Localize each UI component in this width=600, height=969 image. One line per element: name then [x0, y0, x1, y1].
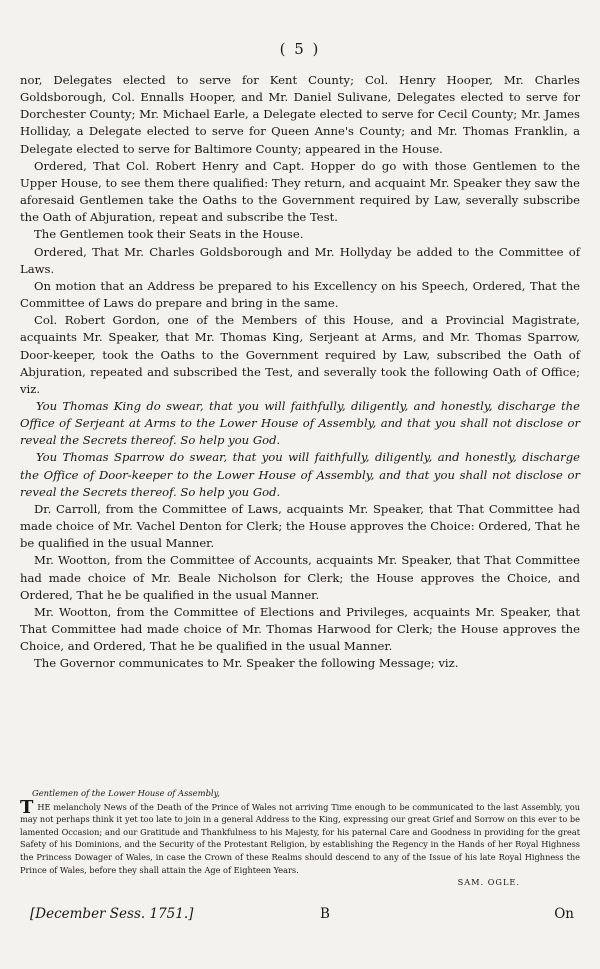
paragraph-address-motion: On motion that an Address be prepared to his Excellency on his Speech, Ordered, That the Committee of Laws do prepare and bring in the same.	[20, 278, 580, 311]
signature-mark: B	[320, 906, 330, 922]
governor-message	[20, 787, 580, 889]
paragraph-seats: The Gentlemen took their Seats in the House.	[34, 227, 304, 242]
page-footer	[20, 906, 580, 928]
paragraph-governor-message: The Governor communicates to Mr. Speaker the following Message; viz.	[34, 656, 459, 671]
page-number: ( 5 )	[279, 40, 321, 58]
paragraph-clerk-laws: Dr. Carroll, from the Committee of Laws, acquaints Mr. Speaker, that That Committee had made choice of Mr. Vachel Denton for Clerk; the House approves the Choice: Ordered, That he be qualified in the usual Manner.	[20, 501, 580, 551]
paragraph-clerk-elections: Mr. Wootton, from the Committee of Elections and Privileges, acquaints Mr. Speaker, that That Committee had made choice of Mr. Thomas Harwood for Clerk; the House approves the Choice, and Ordered, That he be qualified in the usual Manner.	[20, 604, 580, 654]
paragraph-ordered-upper-house: Ordered, That Col. Robert Henry and Capt. Hopper do go with those Gentlemen to the Upper House, to see them there qualified: They return, and acquaint Mr. Speaker they saw the aforesaid Gentlemen take the Oaths to the Government required by Law, severally subscribe the Oath of Abjuration, repeat and subscribe the Test.	[20, 158, 580, 225]
message-signature: SAM. OGLE.	[457, 877, 520, 888]
paragraph-ordered-committee: Ordered, That Mr. Charles Goldsborough and Mr. Hollyday be added to the Committee of Laws.	[20, 244, 580, 276]
paragraph-delegates: nor, Delegates elected to serve for Kent County; Col. Henry Hooper, Mr. Charles Goldsborough, Col. Ennalls Hooper, and Mr. Daniel Sulivane, Delegates elected to serve for Dorchester County; Mr. Michael Earle, a Delegate elected to serve for Cecil County; Mr. James Holliday, a Delegate elected to serve for Queen Anne's County; and Mr. Thomas Franklin, a Delegate elected to serve for Baltimore County; appeared in the House.	[20, 73, 580, 156]
message-address: Gentlemen of the Lower House of Assembly,	[32, 788, 220, 798]
paragraph-oath-doorkeeper: You Thomas Sparrow do swear, that you will faithfully, diligently, and honestly, discharge the Office of Door-keeper to the Lower House of Assembly, and that you shall not disclose or reveal the Secrets thereof. So help you God.	[20, 450, 580, 499]
session-line: [December Sess. 1751.]	[30, 906, 194, 922]
message-body	[20, 796, 580, 877]
paragraph-clerk-accounts: Mr. Wootton, from the Committee of Accounts, acquaints Mr. Speaker, that That Committee had made choice of Mr. Beale Nicholson for Clerk; the House approves the Choice, and Ordered, That he be qualified in the usual Manner.	[20, 553, 580, 602]
message-text: HE melancholy News of the Death of the Prince of Wales not arriving Time enough to be communicated to the last Assembly, you may not perhaps think it yet too late to join in a general Address to the King, expressing our great Grief and Sorrow on this ever to be lamented Occasion; and our Gratitude and Thankfulness to his Majesty, for his paternal Care and Goodness in providing for the great Safety of his Dominions, and the Security of the Protestant Religion, by establishing the Regency in the Hands of her Royal Highness the Princess Dowager of Wales, in case the Crown of these Realms should descend to any of the Issue of his late Royal Highness the Prince of Wales, before they shall attain the Age of Eighteen Years.	[20, 801, 580, 875]
paragraph-oath-serjeant: You Thomas King do swear, that you will faithfully, diligently, and honestly, discharge the Office of Serjeant at Arms to the Lower House of Assembly, and that you shall not disclose or reveal the Secrets thereof. So help you God.	[20, 398, 580, 448]
catchword: On	[554, 906, 574, 922]
drop-initial: T	[20, 796, 34, 818]
paragraph-oaths: Col. Robert Gordon, one of the Members of this House, and a Provincial Magistrate, acquaints Mr. Speaker, that Mr. Thomas King, Serjeant at Arms, and Mr. Thomas Sparrow, Door-keeper, took the Oaths to the Government required by Law, subscribed the Oath of Abjuration, repeated and subscribed the Test, and severally took the following Oath of Office; viz.	[20, 313, 580, 396]
proceedings-text	[20, 72, 580, 672]
